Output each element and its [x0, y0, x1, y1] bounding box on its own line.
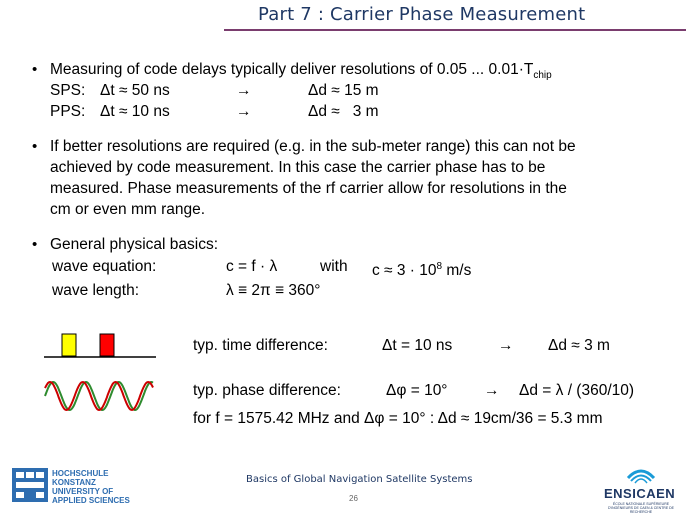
pulse-yellow: [62, 334, 76, 356]
hs-logo-line4: APPLIED SCIENCES: [52, 496, 130, 505]
pulse-diagram: [44, 330, 158, 360]
ensicaen-emblem-icon: [626, 460, 656, 484]
phase-diff-dphi: Δφ = 10°: [386, 382, 448, 399]
wave-eq-with: with: [320, 258, 348, 275]
sps-dt: Δt ≈ 50 ns: [100, 82, 170, 99]
speed-of-light: [372, 257, 471, 281]
wave-eq: c = f · λ: [226, 258, 278, 275]
page-number: 26: [349, 494, 358, 503]
wave-len: λ ≡ 2π ≡ 360°: [226, 282, 321, 299]
wave-eq-label: wave equation:: [52, 258, 157, 275]
c-unit: m/s: [446, 262, 472, 280]
c-value: c ≈ 3 · 10: [372, 262, 437, 280]
pps-dt: Δt ≈ 10 ns: [100, 103, 170, 120]
footer-course-title: Basics of Global Navigation Satellite Systems: [246, 474, 473, 485]
hs-logo-line1: HOCHSCHULE: [52, 469, 109, 478]
title-underline: [224, 29, 686, 31]
sps-label: SPS:: [50, 82, 86, 99]
bullet3-heading: General physical basics:: [50, 236, 218, 253]
pulse-red: [100, 334, 114, 356]
bullet2-line4: cm or even mm range.: [50, 201, 206, 218]
hs-logo-line3: UNIVERSITY OF: [52, 487, 114, 496]
c-exponent: 8: [436, 261, 443, 272]
sps-arrow: →: [236, 82, 252, 99]
sps-dd: Δd ≈ 15 m: [308, 82, 379, 99]
time-diff-dd: Δd ≈ 3 m: [548, 337, 610, 354]
hs-konstanz-logo: [12, 468, 48, 507]
bullet-dot: •: [32, 236, 38, 253]
time-diff-label: typ. time difference:: [193, 337, 328, 354]
bullet1-subscript: chip: [533, 70, 552, 82]
bullet-dot: •: [32, 61, 38, 78]
phase-diff-dd: Δd = λ / (360/10): [519, 382, 635, 399]
ensicaen-subtitle: ÉCOLE NATIONALE SUPÉRIEURE D'INGÉNIEURS DE CAEN & CENTRE DE RECHERCHE: [607, 502, 674, 514]
phase-diff-label: typ. phase difference:: [193, 382, 341, 399]
ensicaen-logo-text: ENSICAEN: [604, 486, 676, 501]
bullet2-line2: achieved by code measurement. In this case the carrier phase has to be: [50, 159, 546, 176]
hs-konstanz-mark-icon: [12, 468, 48, 502]
time-diff-arrow: →: [498, 337, 514, 354]
example-line: for f = 1575.42 MHz and Δφ = 10° : Δd ≈ 19cm/36 = 5.3 mm: [193, 410, 603, 427]
time-diff-dt: Δt = 10 ns: [382, 337, 453, 354]
pps-arrow: →: [236, 103, 252, 120]
bullet1-main: Measuring of code delays typically deliver resolutions of 0.05 ... 0.01·T: [50, 61, 534, 78]
page-title: Part 7 : Carrier Phase Measurement: [258, 4, 586, 25]
wave-len-label: wave length:: [52, 282, 140, 299]
phase-wave-diagram: [44, 378, 156, 414]
bullet-dot: •: [32, 138, 38, 155]
bullet2-line3: measured. Phase measurements of the rf carrier allow for resolutions in the: [50, 180, 567, 197]
pps-label: PPS:: [50, 103, 86, 120]
pps-dd: Δd ≈ 3 m: [308, 103, 379, 120]
bullet2-line1: If better resolutions are required (e.g. in the sub-meter range) this can not be: [50, 138, 576, 155]
phase-diff-arrow: →: [484, 382, 500, 399]
hs-logo-line2: KONSTANZ: [52, 478, 96, 487]
